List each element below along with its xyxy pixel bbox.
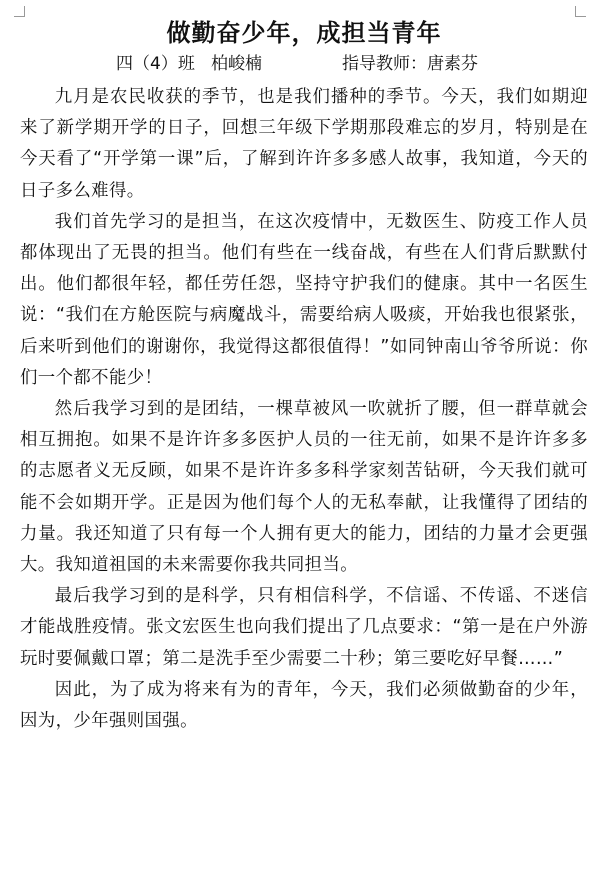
paragraph-5: 因此，为了成为将来有为的青年，今天，我们必须做勤奋的少年，因为，少年强则国强。 (20, 679, 588, 732)
author-line: 四（4）班 柏峻楠 (116, 54, 263, 74)
page-corner-mark-left (14, 6, 25, 17)
teacher-line: 指导教师：唐素芬 (342, 54, 479, 74)
paragraph-2: 我们首先学习的是担当，在这次疫情中，无数医生、防疫工作人员都体现出了无畏的担当。他们有些在一线奋战，有些在人们背后默默付出。他们都很年轻，都任劳任怨，坚持守护我们的健康。其中一名医生说：“我们在方舱医院与病魔战斗，需要给病人吸痰，开始我也很紧张，后来听到他们的谢谢你，我觉得这都很值得！”如同钟南山爷爷所说：你们一个都不能少！ (20, 211, 588, 388)
paragraph-4: 最后我学习到的是科学，只有相信科学，不信谣、不传谣、不迷信才能战胜疫情。张文宏医生也向我们提出了几点要求：“第一是在户外游玩时要佩戴口罩；第二是洗手至少需要二十秒；第三要吃好早餐……” (20, 586, 588, 669)
paragraph-1: 九月是农民收获的季节，也是我们播种的季节。今天，我们如期迎来了新学期开学的日子，回想三年级下学期那段难忘的岁月，特别是在今天看了“开学第一课”后，了解到许许多多感人故事，我知道，今天的日子多么难得。 (20, 87, 588, 201)
page-corner-mark-right (575, 6, 586, 17)
byline (20, 52, 588, 76)
essay-title: 做勤奋少年，成担当青年 (166, 19, 442, 47)
paragraph-3: 然后我学习到的是团结，一棵草被风一吹就折了腰，但一群草就会相互拥抱。如果不是许许多多医护人员的一往无前，如果不是许许多多的志愿者义无反顾，如果不是许许多多科学家刻苦钻研，今天我们就可能不会如期开学。正是因为他们每个人的无私奉献，让我懂得了团结的力量。我还知道了只有每一个人拥有更大的能力，团结的力量才会更强大。我知道祖国的未来需要你我共同担当。 (20, 399, 588, 576)
